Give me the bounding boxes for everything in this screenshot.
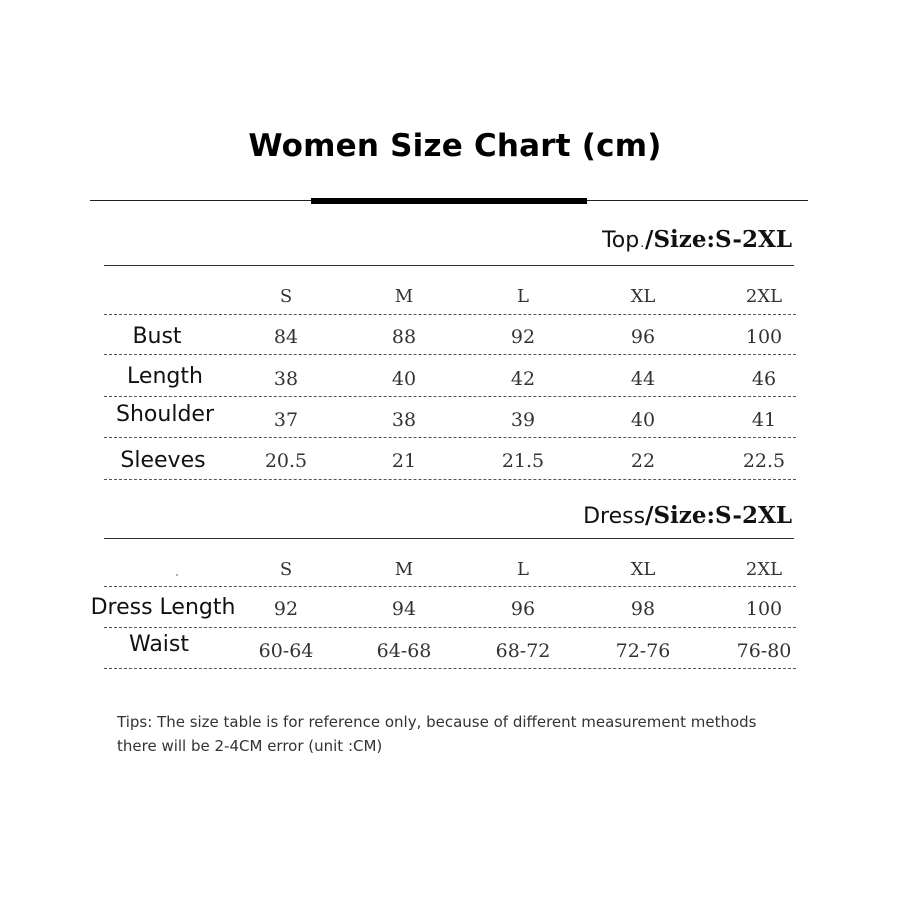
tips-line: Tips: The size table is for reference only, because of different measurement methods	[117, 713, 757, 731]
table-cell: 68-72	[495, 640, 551, 662]
table-cell: 37	[273, 409, 299, 431]
row-divider	[104, 586, 796, 587]
row-label-dress-length: Dress Length	[90, 595, 236, 620]
top-size-header: 2XL	[745, 286, 783, 307]
row-label-shoulder: Shoulder	[116, 402, 214, 427]
table-cell: 40	[391, 368, 417, 390]
table-cell: 21	[391, 450, 417, 472]
row-divider	[104, 314, 796, 315]
table-cell: 22.5	[742, 450, 786, 472]
top-header-rule	[104, 265, 794, 266]
tips-note	[117, 710, 797, 758]
top-size-header: S	[279, 286, 293, 307]
table-cell: 76-80	[736, 640, 792, 662]
top-size-header: M	[394, 286, 414, 307]
tips-line: there will be 2-4CM error (unit :CM)	[117, 737, 383, 755]
table-cell: 96	[510, 598, 536, 620]
table-cell: 96	[630, 326, 656, 348]
table-cell: 94	[391, 598, 417, 620]
row-divider	[104, 479, 796, 480]
dress-header-rule	[104, 538, 794, 539]
row-divider	[104, 396, 796, 397]
table-cell: 21.5	[501, 450, 545, 472]
table-cell: 46	[751, 368, 777, 390]
table-cell: 38	[391, 409, 417, 431]
top-size-header: L	[517, 286, 529, 307]
table-cell: 64-68	[376, 640, 432, 662]
table-cell: 92	[273, 598, 299, 620]
table-cell: 41	[751, 409, 777, 431]
top-section-name: Top	[602, 228, 640, 253]
dress-size-header: XL	[630, 559, 656, 580]
dress-size-range: /Size:S-2XL	[645, 502, 792, 529]
table-cell: 88	[391, 326, 417, 348]
row-divider	[104, 668, 796, 669]
table-cell: 39	[510, 409, 536, 431]
row-divider	[104, 627, 796, 628]
table-cell: 98	[630, 598, 656, 620]
dress-section-name: Dress	[583, 504, 646, 529]
table-cell: 100	[745, 598, 783, 620]
table-cell: 60-64	[258, 640, 314, 662]
row-label-bust: Bust	[132, 324, 182, 349]
row-label-length: Length	[127, 364, 203, 389]
table-cell: 20.5	[264, 450, 308, 472]
table-cell: 40	[630, 409, 656, 431]
top-size-header: XL	[630, 286, 656, 307]
table-cell: 100	[745, 326, 783, 348]
table-cell: 84	[273, 326, 299, 348]
dress-size-header: 2XL	[745, 559, 783, 580]
table-cell: 22	[630, 450, 656, 472]
row-label-sleeves: Sleeves	[120, 448, 206, 473]
dress-size-header: M	[394, 559, 414, 580]
dress-size-header: L	[517, 559, 529, 580]
dress-size-header: S	[279, 559, 293, 580]
row-label-waist: Waist	[128, 632, 190, 657]
title-accent-bar	[311, 198, 587, 204]
row-divider	[104, 437, 796, 438]
stray-mark	[176, 574, 178, 576]
top-size-range: /Size:S-2XL	[645, 226, 792, 253]
top-section-dot: .	[640, 236, 645, 250]
table-cell: 92	[510, 326, 536, 348]
table-cell: 38	[273, 368, 299, 390]
top-section-title	[602, 226, 792, 253]
table-cell: 42	[510, 368, 536, 390]
table-cell: 72-76	[615, 640, 671, 662]
page-title: Women Size Chart (cm)	[248, 128, 662, 164]
row-divider	[104, 354, 796, 355]
dress-section-title	[583, 502, 792, 529]
table-cell: 44	[630, 368, 656, 390]
